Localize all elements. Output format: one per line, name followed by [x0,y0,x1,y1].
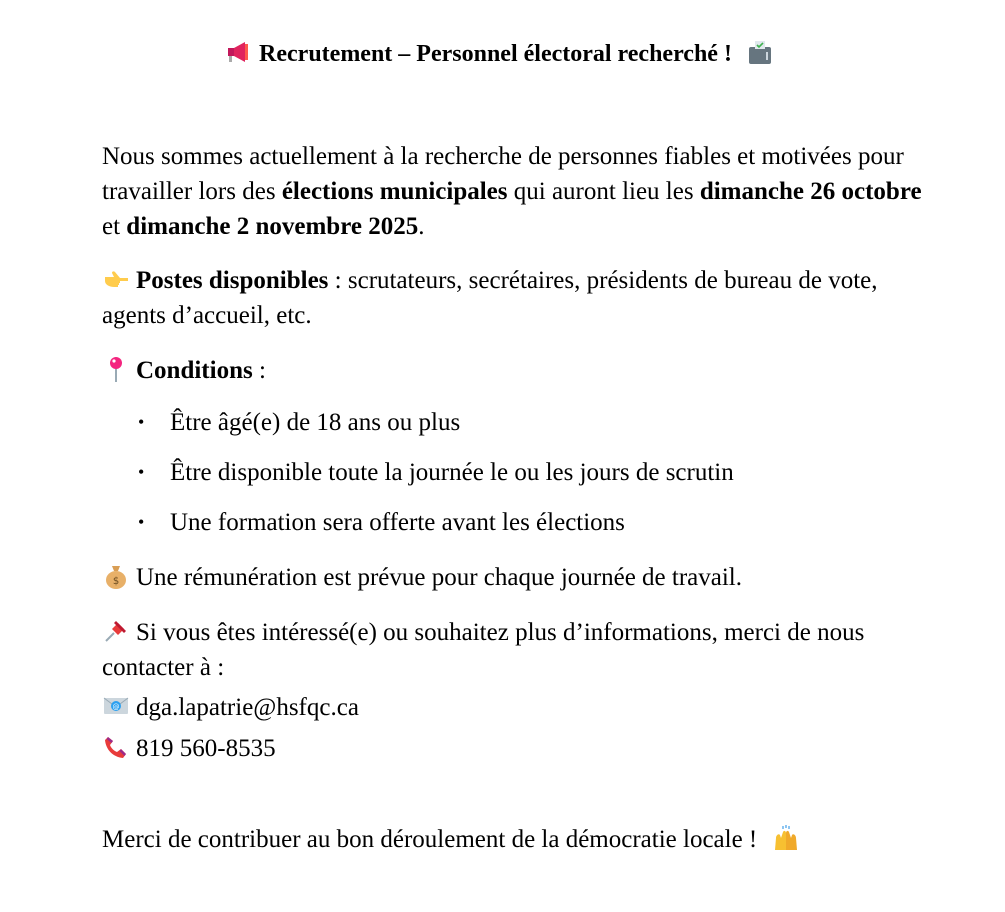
round-pushpin-icon [102,355,130,383]
ballot-box-icon [746,38,774,66]
money-bag-icon [102,562,130,590]
pointing-hand-icon [102,265,130,293]
email-link[interactable]: dga.lapatrie@hsfqc.ca [136,694,359,721]
envelope-icon [102,692,130,720]
svg-text:@: @ [112,703,120,711]
raising-hands-icon [772,824,800,852]
pushpin-icon [102,617,130,645]
contact-paragraph: Si vous êtes intéressé(e) ou souhaitez plus d’informations, merci de nous contacter à : [102,619,865,681]
list-item: • Une formation sera offerte avant les élections [138,509,625,536]
list-item: • Être disponible toute la journée le ou les jours de scrutin [138,459,734,486]
title-text: Recrutement – Personnel électoral recherché ! [259,41,732,67]
intro-paragraph: Nous sommes actuellement à la recherche de personnes fiables et motivées pour travailler lors des élections municipales qui auront lieu les dimanche 26 octobre et dimanche 2 novembre 2025. [102,143,922,240]
conditions-heading: Conditions : [102,353,922,388]
closing-paragraph: Merci de contribuer au bon déroulement de la démocratie locale ! [102,822,922,857]
svg-text:$: $ [112,576,120,587]
phone-icon [102,733,130,761]
remuneration-paragraph: $ Une rémunération est prévue pour chaque journée de travail. [102,560,922,595]
conditions-list [102,405,922,555]
postes-paragraph: Postes disponibles : scrutateurs, secrétaires, présidents de bureau de vote, agents d’accueil, etc. [102,267,878,329]
page-title [0,36,1005,72]
megaphone-icon [225,38,253,66]
phone-line [102,731,922,766]
list-item: • Être âgé(e) de 18 ans ou plus [138,409,461,436]
email-line [102,690,922,725]
phone-number[interactable]: 819 560-8535 [136,735,276,762]
